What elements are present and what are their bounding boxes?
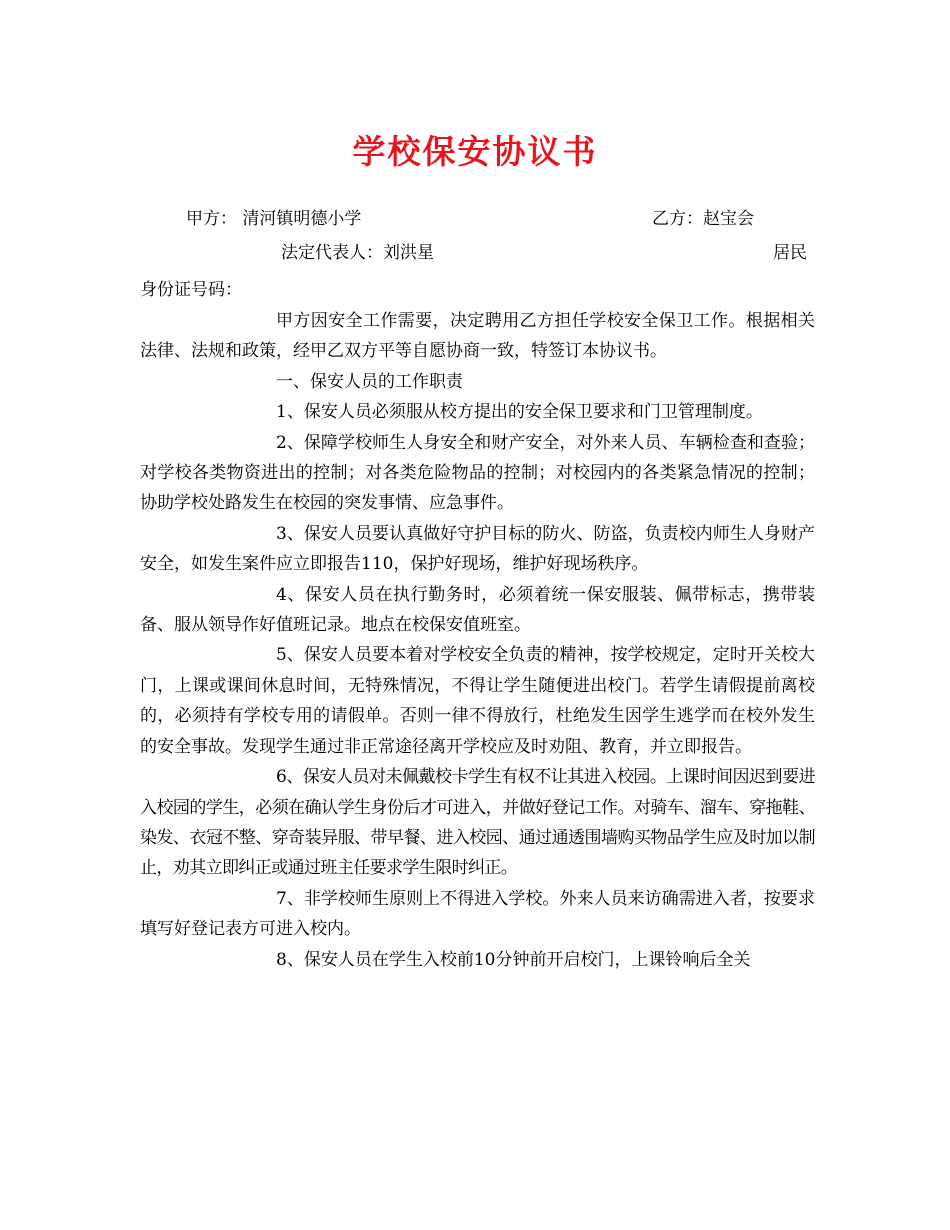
party-b: 乙方：赵宝会 [652, 209, 754, 229]
section-heading: 一、保安人员的工作职责 [276, 371, 463, 392]
id-number-label: 身份证号码： [140, 280, 242, 300]
clause-6: 6、保安人员对未佩戴校卡学生有权不让其进入校园。上课时间因迟到要进入校园的学生，必须在确认学生身份后才可进入，并做好登记工作。对骑车、溜车、穿拖鞋、染发、衣冠不整、穿奇装异服、带早餐、进入校园、通过通透围墙购买物品学生应及时加以制止，劝其立即纠正或通过班主任要求学生限时纠正。 [140, 767, 815, 879]
document-body [140, 306, 815, 975]
party-a: 甲方： 清河镇明德小学 [186, 209, 362, 229]
clause-8: 8、保安人员在学生入校前10分钟前开启校门，上课铃响后全关 [276, 949, 751, 970]
clause-4: 4、保安人员在执行勤务时，必须着统一保安服装、佩带标志，携带装备、服从领导作好值班记录。地点在校保安值班室。 [140, 584, 815, 636]
clause-5: 5、保安人员要本着对学校安全负责的精神，按学校规定，定时开关校大门，上课或课间休息时间，无特殊情况，不得让学生随便进出校门。若学生请假提前离校的，必须持有学校专用的请假单。否则一律不得放行，杜绝发生因学生逃学而在校外发生的安全事故。发现学生通过非正常途径离开学校应及时劝阻、教育，并立即报告。 [140, 645, 815, 757]
legal-representative: 法定代表人：刘洪星 [281, 243, 434, 263]
document-title: 学校保安协议书 [352, 132, 598, 171]
clause-7: 7、非学校师生原则上不得进入学校。外来人员来访确需进入者，按要求填写好登记表方可进入校内。 [140, 888, 815, 940]
clause-3: 3、保安人员要认真做好守护目标的防火、防盗，负责校内师生人身财产安全，如发生案件应立即报告110，保护好现场，维护好现场秩序。 [140, 523, 815, 575]
paragraph-intro: 甲方因安全工作需要，决定聘用乙方担任学校安全保卫工作。根据相关法律、法规和政策，经甲乙双方平等自愿协商一致，特签订本协议书。 [140, 311, 815, 362]
clause-2: 2、保障学校师生人身安全和财产安全，对外来人员、车辆检查和查验；对学校各类物资进出的控制；对各类危险物品的控制；对校园内的各类紧急情况的控制；协助学校处路发生在校园的突发事情、应急事件。 [140, 432, 815, 514]
clause-1: 1、保安人员必须服从校方提出的安全保卫要求和门卫管理制度。 [276, 402, 763, 423]
resident-label: 居民 [773, 243, 807, 263]
